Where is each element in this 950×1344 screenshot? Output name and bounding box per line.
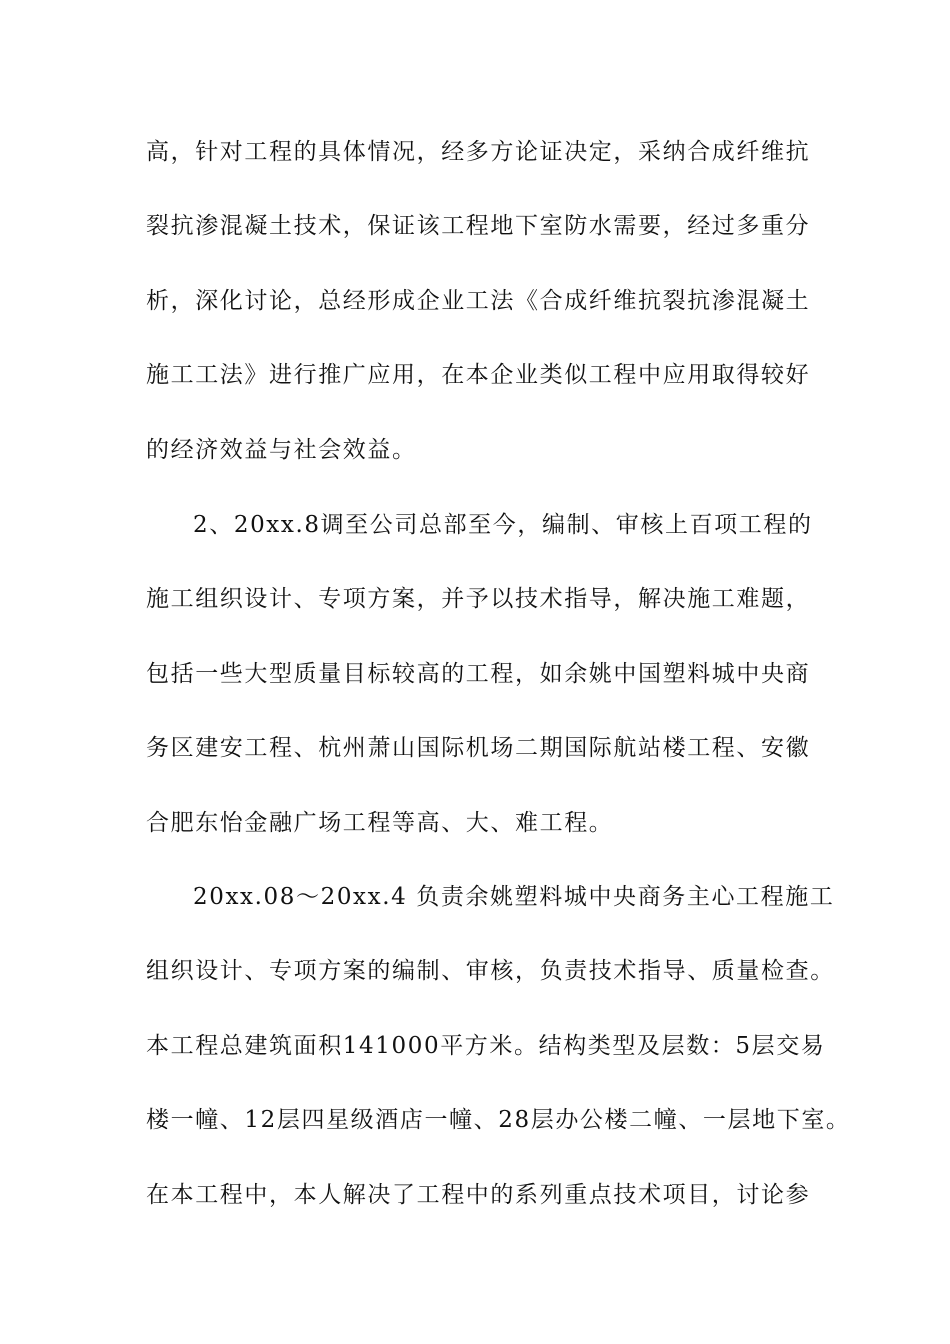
- text-line-4: 施工工法》进行推广应用，在本企业类似工程中应用取得较好: [146, 362, 811, 388]
- text-line-1: 高，针对工程的具体情况，经多方论证决定，采纳合成纤维抗: [146, 139, 811, 165]
- text-line-13: 本工程总建筑面积141000平方米。结构类型及层数：5层交易: [146, 1033, 826, 1059]
- text-line-12: 组织设计、专项方案的编制、审核，负责技术指导、质量检查。: [146, 958, 835, 984]
- text-line-6: 2、20xx.8调至公司总部至今，编制、审核上百项工程的: [193, 512, 813, 538]
- text-line-2: 裂抗渗混凝土技术，保证该工程地下室防水需要，经过多重分: [146, 213, 811, 239]
- text-line-8: 包括一些大型质量目标较高的工程，如余姚中国塑料城中央商: [146, 661, 811, 687]
- text-line-15: 在本工程中，本人解决了工程中的系列重点技术项目，讨论参: [146, 1182, 811, 1208]
- text-line-5: 的经济效益与社会效益。: [146, 437, 417, 463]
- text-line-9: 务区建安工程、杭州萧山国际机场二期国际航站楼工程、安徽: [146, 735, 811, 761]
- text-line-14: 楼一幢、12层四星级酒店一幢、28层办公楼二幢、一层地下室。: [146, 1107, 851, 1133]
- text-line-11: 20xx.08～20xx.4 负责余姚塑料城中央商务主心工程施工: [193, 884, 835, 910]
- text-line-3: 析，深化讨论，总经形成企业工法《合成纤维抗裂抗渗混凝土: [146, 288, 811, 314]
- text-line-10: 合肥东怡金融广场工程等高、大、难工程。: [146, 810, 614, 836]
- text-line-7: 施工组织设计、专项方案，并予以技术指导，解决施工难题，: [146, 586, 811, 612]
